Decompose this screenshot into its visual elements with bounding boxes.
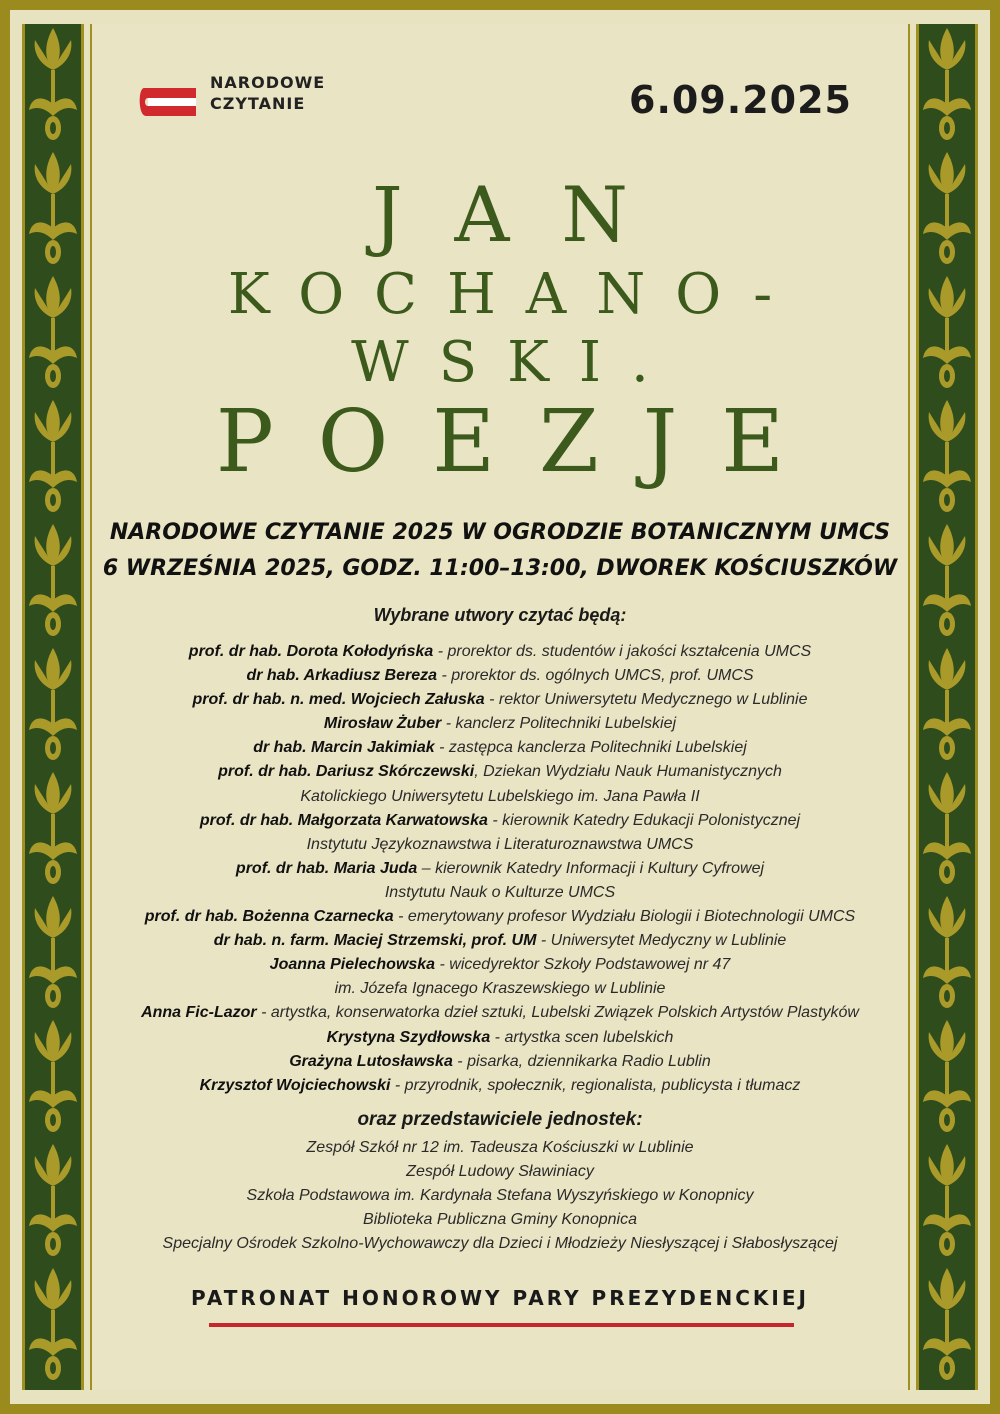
event-date: 6.09.2025: [629, 78, 852, 122]
reader-desc: Katolickiego Uniwersytetu Lubelskiego im. Jana Pawła II: [300, 787, 700, 805]
headline-line-1: NARODOWE CZYTANIE 2025 W OGRODZIE BOTANICZNYM UMCS: [109, 520, 891, 545]
units-heading: oraz przedstawiciele jednostek:: [357, 1109, 643, 1130]
reader-desc: - artystka scen lubelskich: [490, 1028, 674, 1046]
narodowe-czytanie-logo: [138, 72, 338, 132]
reader-line: [90, 953, 910, 977]
reader-line: [90, 1050, 910, 1074]
reader-line: [90, 1001, 910, 1025]
reader-desc: - pisarka, dziennikarka Radio Lublin: [452, 1052, 711, 1070]
headline-line-2: 6 WRZEŚNIA 2025, GODZ. 11:00–13:00, DWOREK KOŚCIUSZKÓW: [102, 556, 898, 581]
reader-desc: - Uniwersytet Medyczny w Lublinie: [536, 932, 787, 950]
unit-line: Szkoła Podstawowa im. Kardynała Stefana Wyszyńskiego w Konopnicy: [246, 1187, 754, 1205]
reader-name: prof. dr hab. n. med. Wojciech Załuska: [192, 691, 485, 709]
reader-name: prof. dr hab. Małgorzata Karwatowska: [199, 811, 488, 829]
unit-line: Biblioteka Publiczna Gminy Konopnica: [363, 1211, 637, 1229]
reader-name: prof. dr hab. Maria Juda: [235, 859, 418, 877]
reader-name: dr hab. Arkadiusz Bereza: [246, 667, 438, 685]
title-line-1: JAN: [372, 170, 680, 259]
reader-name: prof. dr hab. Dorota Kołodyńska: [188, 643, 434, 660]
reader-name: dr hab. Marcin Jakimiak: [253, 739, 435, 757]
reader-line: [90, 857, 910, 881]
reader-line: [90, 1026, 910, 1050]
units-list: [90, 1136, 910, 1256]
unit-line: Zespół Szkół nr 12 im. Tadeusza Kościuszki w Lublinie: [306, 1139, 694, 1156]
reader-line: [90, 760, 910, 784]
reader-name: Joanna Pielechowska: [269, 956, 436, 974]
reader-desc: - artystka, konserwatorka dzieł sztuki, Lubelski Związek Polskich Artystów Plastyków: [256, 1004, 859, 1022]
title-line-4: POEZJE: [215, 392, 829, 492]
book-logo-icon: [138, 84, 198, 120]
reader-line: [90, 833, 910, 857]
reader-desc: - kierownik Katedry Edukacji Polonistycznej: [487, 811, 801, 829]
reader-line: [90, 736, 910, 760]
title-line-3: WSKI.: [351, 330, 679, 395]
reader-desc: - emerytowany profesor Wydziału Biologii i Biotechnologii UMCS: [393, 908, 856, 926]
reader-name: Grażyna Lutosławska: [289, 1052, 453, 1070]
honorary-patronage: PATRONAT HONOROWY PARY PREZYDENCKIEJ: [191, 1286, 809, 1310]
reader-name: Mirosław Żuber: [323, 715, 442, 733]
reader-desc: - zastępca kanclerza Politechniki Lubelskiej: [434, 739, 747, 757]
reader-line: [90, 1074, 910, 1098]
reader-desc: - rektor Uniwersytetu Medycznego w Lublinie: [484, 691, 808, 709]
red-divider: [209, 1323, 794, 1327]
reader-line: [90, 881, 910, 905]
logo-line-2: CZYTANIE: [210, 94, 306, 113]
unit-line: Zespół Ludowy Sławiniacy: [406, 1163, 594, 1181]
reader-desc: - prorektor ds. studentów i jakości kształcenia UMCS: [433, 643, 812, 660]
reader-desc: - przyrodnik, społecznik, regionalista, publicysta i tłumacz: [390, 1076, 801, 1094]
reader-line: [90, 688, 910, 712]
reader-name: Krystyna Szydłowska: [326, 1028, 491, 1046]
reader-desc: - prorektor ds. ogólnych UMCS, prof. UMCS: [437, 667, 754, 685]
reader-line: [90, 905, 910, 929]
reader-line: [90, 977, 910, 1001]
reader-line: [90, 809, 910, 833]
reader-name: prof. dr hab. Dariusz Skórczewski: [218, 763, 475, 781]
reader-name: Krzysztof Wojciechowski: [199, 1076, 391, 1094]
reader-name: prof. dr hab. Bożenna Czarnecka: [144, 908, 394, 926]
reader-desc: , Dziekan Wydziału Nauk Humanistycznych: [474, 763, 782, 781]
reader-desc: - wicedyrektor Szkoły Podstawowej nr 47: [435, 956, 731, 974]
reader-desc: im. Józefa Ignacego Kraszewskiego w Lublinie: [334, 980, 666, 998]
logo-line-1: NARODOWE: [210, 73, 326, 92]
reader-line: [90, 664, 910, 688]
reader-desc: Instytutu Nauk o Kulturze UMCS: [384, 883, 616, 901]
readers-list: [90, 640, 910, 1098]
reader-line: [90, 785, 910, 809]
reader-line: [90, 640, 910, 664]
logo-text: [210, 72, 325, 114]
unit-line: Specjalny Ośrodek Szkolno-Wychowawczy dla Dzieci i Młodzieży Niesłyszącej i Słabosłyszącej: [162, 1235, 838, 1253]
reader-desc: - kanclerz Politechniki Lubelskiej: [441, 715, 677, 733]
reader-desc: Instytutu Językoznawstwa i Literaturoznawstwa UMCS: [306, 835, 694, 853]
reader-name: dr hab. n. farm. Maciej Strzemski, prof. UM: [213, 932, 537, 950]
reader-line: [90, 929, 910, 953]
readers-heading: Wybrane utwory czytać będą:: [373, 605, 627, 625]
reader-line: [90, 712, 910, 736]
title-line-2: KOCHANO-: [227, 262, 803, 327]
reader-desc: – kierownik Katedry Informacji i Kultury Cyfrowej: [417, 859, 765, 877]
reader-name: Anna Fic-Lazor: [141, 1004, 257, 1022]
